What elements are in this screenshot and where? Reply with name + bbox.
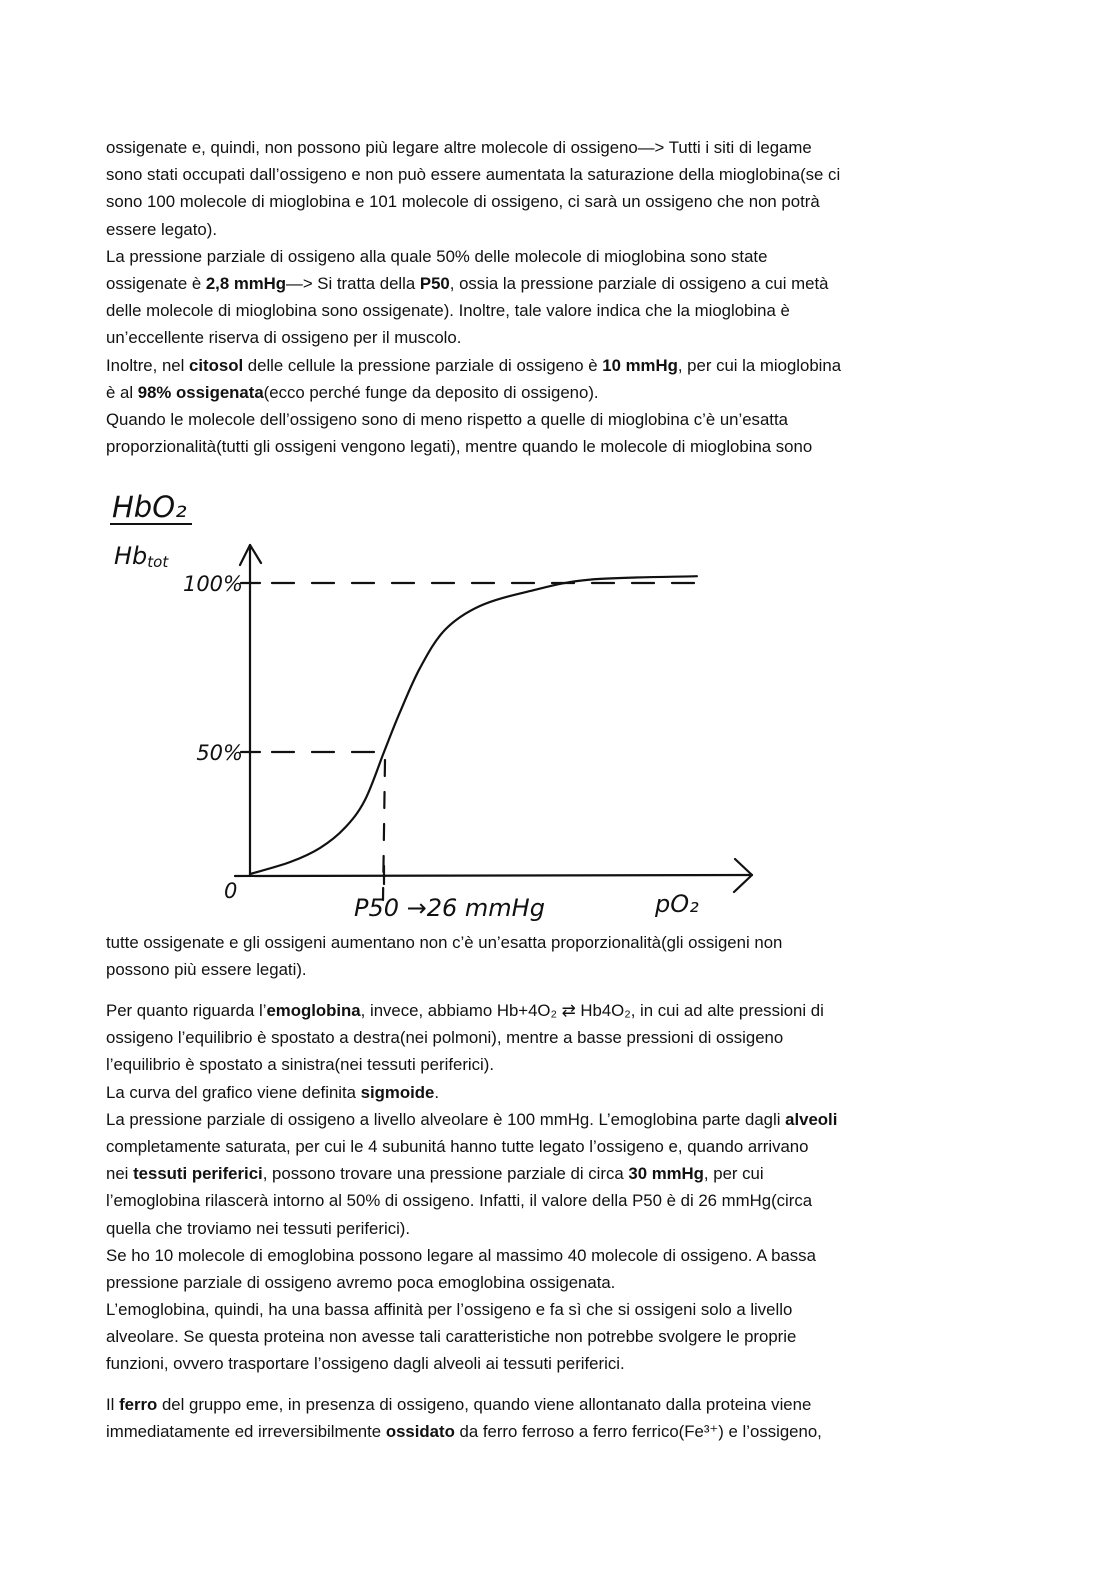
text-line xyxy=(106,1187,1066,1214)
text-segment: Quando le molecole dell’ossigeno sono di meno rispetto a quelle di mioglobina c’è un’esatta xyxy=(106,409,788,429)
text-segment: La curva del grafico viene definita xyxy=(106,1082,361,1102)
text-line xyxy=(106,324,1066,351)
text-line xyxy=(106,1391,1066,1418)
text-line xyxy=(106,1350,1066,1377)
text-segment: —> Si tratta della xyxy=(286,273,420,293)
text-segment: (ecco perché funge da deposito di ossigeno). xyxy=(263,382,599,402)
text-segment: tutte ossigenate e gli ossigeni aumentano non c’è un’esatta proporzionalità(gli ossigeni non xyxy=(106,933,783,952)
text-block-hemoglobin xyxy=(106,997,1066,1378)
text-segment: , per cui xyxy=(703,1164,764,1184)
bold-term: 2,8 mmHg xyxy=(205,273,287,293)
text-line xyxy=(106,134,1066,161)
text-segment: l’emoglobina rilascerà intorno al 50% di ossigeno. Infatti, il valore della P50 è di 26 mmHg(circa xyxy=(106,1191,813,1211)
text-segment: immediatamente ed irreversibilmente xyxy=(106,1422,386,1442)
text-segment: delle molecole di mioglobina sono ossigenate). Inoltre, tale valore indica che la mioglobina è xyxy=(106,301,790,321)
text-segment: Se ho 10 molecole di emoglobina possono legare al massimo 40 molecole di ossigeno. A bassa xyxy=(106,1245,816,1265)
text-line xyxy=(106,1269,1066,1296)
bold-term: 98% ossigenata xyxy=(137,382,264,402)
text-segment: ossigenate e, quindi, non possono più legare altre molecole di ossigeno—> Tutti i siti di legame xyxy=(106,138,812,157)
text-line xyxy=(106,1106,1066,1133)
text-segment: alveolare. Se questa proteina non avesse tali caratteristiche non potrebbe svolgere le proprie xyxy=(106,1327,797,1347)
text-line xyxy=(106,352,1066,379)
text-segment: Inoltre, nel xyxy=(106,355,190,375)
origin-label: 0 xyxy=(224,879,238,903)
text-line xyxy=(106,1242,1066,1269)
text-line xyxy=(106,188,1066,215)
text-line xyxy=(106,297,1066,324)
bold-term: sigmoide xyxy=(360,1082,435,1102)
bold-term: alveoli xyxy=(785,1109,838,1129)
text-segment: sono stati occupati dall’ossigeno e non può essere aumentata la saturazione della mioglobina(se ci xyxy=(106,165,841,185)
text-segment: proporzionalità(tutti gli ossigeni vengono legati), mentre quando le molecole di mioglobina sono xyxy=(106,437,813,457)
text-segment: , per cui la mioglobina xyxy=(677,355,842,375)
text-line xyxy=(106,243,1066,270)
text-segment: ossigeno l’equilibrio è spostato a destra(nei polmoni), mentre a basse pressioni di ossigeno xyxy=(106,1028,784,1048)
text-segment: La pressione parziale di ossigeno a livello alveolare è 100 mmHg. L’emoglobina parte dagli xyxy=(106,1109,786,1129)
text-line xyxy=(106,1133,1066,1160)
text-segment: , invece, abbiamo Hb+4O₂ ⇄ Hb4O₂, in cui ad alte pressioni di xyxy=(360,1001,824,1020)
bold-term: tessuti periferici xyxy=(133,1164,263,1184)
text-line xyxy=(106,1024,1066,1051)
text-line xyxy=(106,406,1066,433)
bold-term: ferro xyxy=(119,1395,158,1414)
text-segment: pressione parziale di ossigeno avremo poca emoglobina ossigenata. xyxy=(106,1272,616,1292)
text-line xyxy=(106,929,1066,956)
text-segment: L’emoglobina, quindi, ha una bassa affinità per l’ossigeno e fa sì che si ossigeni solo a livello xyxy=(106,1300,793,1320)
y-label-denominator-sub: tot xyxy=(147,553,169,571)
bold-term: ossidato xyxy=(385,1422,455,1442)
text-segment: è al xyxy=(106,382,138,402)
text-segment: funzioni, ovvero trasportare l’ossigeno dagli alveoli ai tessuti periferici. xyxy=(106,1354,625,1374)
y-label-denominator: Hb xyxy=(114,542,148,570)
text-line xyxy=(106,161,1066,188)
oxygen-saturation-chart xyxy=(100,470,780,930)
text-segment: Il xyxy=(106,1395,120,1414)
text-line xyxy=(106,1296,1066,1323)
text-block-proportionality xyxy=(106,929,1066,983)
text-segment: del gruppo eme, in presenza di ossigeno, quando viene allontanato dalla proteina viene xyxy=(157,1395,812,1414)
text-line xyxy=(106,997,1066,1024)
x-axis xyxy=(235,875,752,876)
x-axis-label: pO₂ xyxy=(655,890,699,918)
text-segment: da ferro ferroso a ferro ferrico(Fe³⁺) e l’ossigeno, xyxy=(454,1422,822,1442)
bold-term: P50 xyxy=(419,273,450,293)
sigmoid-curve xyxy=(250,576,697,874)
y-tick-label-100: 100% xyxy=(182,572,243,596)
text-segment: delle cellule la pressione parziale di ossigeno è xyxy=(243,355,603,375)
text-segment: l’equilibrio è spostato a sinistra(nei tessuti periferici). xyxy=(106,1055,495,1075)
y-label-denominator-group xyxy=(114,542,169,571)
bold-term: 10 mmHg xyxy=(602,355,678,375)
y-label-numerator: HbO₂ xyxy=(112,490,187,524)
text-segment: possono più essere legati). xyxy=(106,960,307,980)
text-segment: . xyxy=(434,1082,440,1102)
text-line xyxy=(106,1323,1066,1350)
text-line xyxy=(106,1160,1066,1187)
text-line xyxy=(106,270,1066,297)
text-line xyxy=(106,1215,1066,1242)
text-line xyxy=(106,956,1066,983)
text-line xyxy=(106,1079,1066,1106)
text-line xyxy=(106,1418,1066,1445)
text-segment: sono 100 molecole di mioglobina e 101 molecole di ossigeno, ci sarà un ossigeno che non potrà xyxy=(106,192,820,212)
text-segment: completamente saturata, per cui le 4 subunitá hanno tutte legato l’ossigeno e, quando arrivano xyxy=(106,1136,809,1156)
text-line xyxy=(106,433,1066,460)
text-segment: , possono trovare una pressione parziale di circa xyxy=(262,1164,629,1184)
text-segment: Per quanto riguarda l’ xyxy=(106,1001,267,1020)
text-segment: La pressione parziale di ossigeno alla quale 50% delle molecole di mioglobina sono state xyxy=(106,246,768,266)
text-line xyxy=(106,216,1066,243)
chart-axes xyxy=(235,545,752,900)
text-segment: quella che troviamo nei tessuti periferici). xyxy=(106,1218,411,1238)
text-segment: nei xyxy=(106,1164,134,1184)
bold-term: 30 mmHg xyxy=(628,1164,704,1184)
bold-term: citosol xyxy=(189,355,244,375)
text-block-myoglobin xyxy=(106,134,1066,460)
text-segment: essere legato). xyxy=(106,219,218,239)
text-segment: , ossia la pressione parziale di ossigeno a cui metà xyxy=(449,273,829,293)
text-segment: ossigenate è xyxy=(106,273,206,293)
text-block-iron xyxy=(106,1391,1066,1445)
bold-term: emoglobina xyxy=(266,1001,361,1020)
x-tick-label-p50: P50 →26 mmHg xyxy=(354,894,545,922)
text-segment: un’eccellente riserva di ossigeno per il muscolo. xyxy=(106,328,462,348)
y-tick-label-50: 50% xyxy=(196,741,243,765)
text-line xyxy=(106,1051,1066,1078)
text-line xyxy=(106,379,1066,406)
